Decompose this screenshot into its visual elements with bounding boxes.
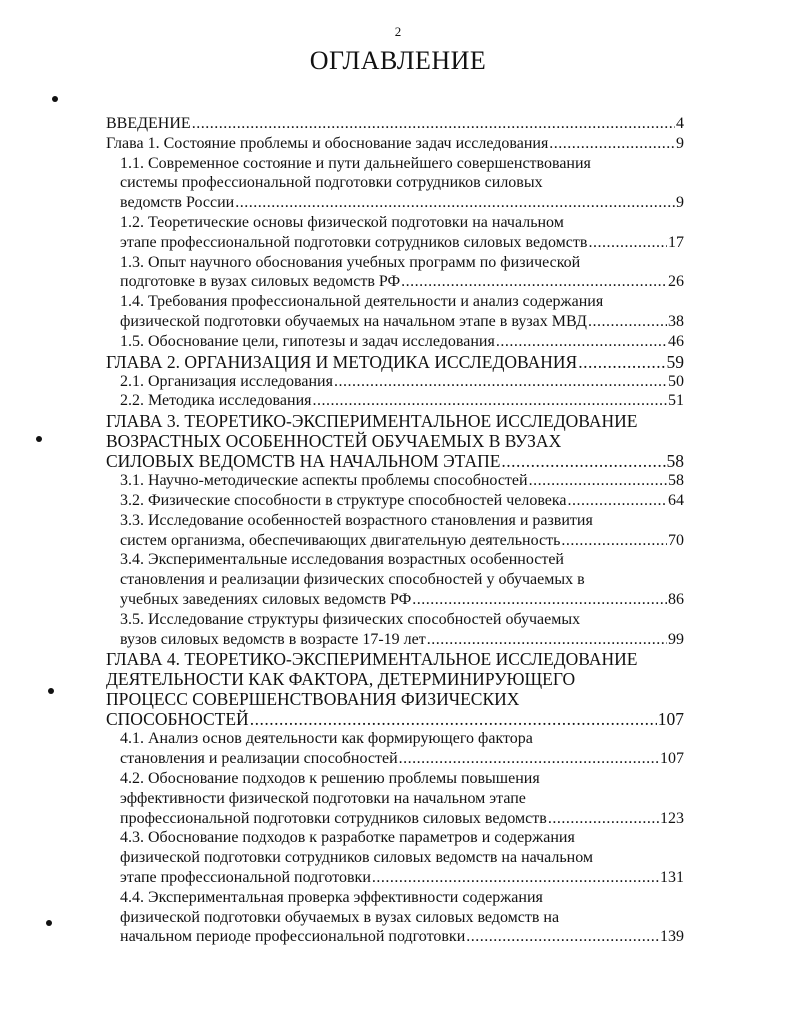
toc-page-number: 59 (666, 351, 684, 372)
toc-entry-text: систем организма, обеспечивающих двигательную деятельность (120, 531, 561, 549)
toc-chapter-entry (106, 352, 684, 372)
toc-entry (106, 511, 684, 551)
toc-entry (106, 114, 684, 134)
toc-entry-line (106, 352, 684, 372)
toc-entry-line (120, 590, 684, 610)
toc-entry-line: становления и реализации физических способностей у обучаемых в (120, 571, 585, 589)
binder-hole-mark (36, 436, 42, 442)
toc-entry-line: 3.5. Исследование структуры физических способностей обучаемых (120, 610, 581, 628)
toc-entry (106, 729, 684, 769)
toc-entry-text: 1.5. Обоснование цели, гипотезы и задач исследования (120, 332, 495, 350)
toc-entry-line (120, 491, 684, 511)
toc-entry-line: ГЛАВА 4. ТЕОРЕТИКО-ЭКСПЕРИМЕНТАЛЬНОЕ ИССЛЕДОВАНИЕ (106, 649, 638, 670)
dot-leader (427, 630, 667, 650)
toc-page-number: 139 (660, 928, 684, 946)
toc-entry-line (120, 233, 684, 253)
toc-entry-line: эффективности физической подготовки на начальном этапе (120, 789, 526, 807)
toc-entry-line: 4.1. Анализ основ деятельности как формирующего фактора (120, 730, 533, 748)
toc-entry-line: 4.4. Экспериментальная проверка эффективности содержания (120, 888, 543, 906)
dot-leader (588, 233, 667, 253)
toc-page-number: 86 (668, 590, 684, 608)
toc-entry-line (106, 114, 684, 134)
toc-entry (106, 391, 684, 411)
toc-page-number: 4 (676, 115, 684, 132)
binder-hole-mark (48, 688, 54, 694)
toc-page-number: 51 (668, 392, 684, 410)
dot-leader (466, 927, 659, 947)
toc-entry (106, 491, 684, 511)
toc-chapter-entry (106, 411, 684, 471)
dot-leader (588, 312, 667, 332)
toc-page-number: 107 (660, 750, 684, 768)
toc-entry (106, 888, 684, 947)
dot-leader (192, 114, 675, 134)
toc-entry-line (106, 134, 684, 154)
toc-page-number: 99 (668, 630, 684, 648)
dot-leader (529, 471, 667, 491)
toc-entry (106, 372, 684, 392)
toc-entry-line: ДЕЯТЕЛЬНОСТИ КАК ФАКТОРА, ДЕТЕРМИНИРУЮЩЕГО (106, 669, 576, 690)
toc-entry (106, 332, 684, 352)
toc-entry (106, 154, 684, 213)
toc-entry-text: вузов силовых ведомств в возрасте 17-19 лет (120, 630, 426, 648)
toc-entry-line: 3.3. Исследование особенностей возрастного становления и развития (120, 511, 593, 529)
dot-leader (549, 134, 675, 154)
toc-entry-line: физической подготовки обучаемых в вузах силовых ведомств на (120, 908, 560, 926)
toc-entry-line (120, 391, 684, 411)
toc-entry-text: 2.2. Методика исследования (120, 392, 312, 410)
toc-page-number: 9 (676, 134, 684, 152)
toc-page-number: 50 (668, 372, 684, 390)
dot-leader (334, 372, 667, 392)
toc-entry-line: 1.2. Теоретические основы физической подготовки на начальном (120, 213, 564, 231)
binder-hole-mark (52, 96, 58, 102)
toc-entry-text: ГЛАВА 2. ОРГАНИЗАЦИЯ И МЕТОДИКА ИССЛЕДОВАНИЯ (106, 351, 578, 372)
toc-entry (106, 610, 684, 650)
toc-entry (106, 471, 684, 491)
toc-page-number: 58 (666, 451, 684, 472)
binder-hole-mark (46, 920, 52, 926)
dot-leader (401, 272, 667, 292)
toc-page-number: 9 (676, 194, 684, 212)
toc-entry-text: физической подготовки обучаемых на начальном этапе в вузах МВД (120, 312, 587, 330)
dot-leader (312, 391, 667, 411)
toc-entry-text: Глава 1. Состояние проблемы и обоснование задач исследования (106, 134, 549, 152)
toc-entry-line (120, 809, 684, 829)
dot-leader (372, 868, 659, 888)
toc-chapter-entry (106, 649, 684, 729)
toc-page-number: 70 (668, 531, 684, 549)
toc-entry-text: профессиональной подготовки сотрудников силовых ведомств (120, 809, 547, 827)
toc-entry-line (106, 709, 684, 729)
toc-entry-line (120, 332, 684, 352)
toc-entry (106, 134, 684, 154)
dot-leader (578, 352, 665, 372)
toc-entry-line (120, 312, 684, 332)
dot-leader (561, 531, 667, 551)
toc-entry-text: 3.2. Физические способности в структуре способностей человека (120, 491, 567, 509)
dot-leader (501, 451, 665, 471)
toc-entry-line: 3.4. Экспериментальные исследования возрастных особенностей (120, 551, 564, 569)
toc-entry-line (120, 630, 684, 650)
toc-entry-text: начальном периоде профессиональной подготовки (120, 928, 466, 946)
toc-page-number: 46 (668, 332, 684, 350)
toc-entry (106, 213, 684, 253)
toc-entry-line: 4.2. Обоснование подходов к решению проблемы повышения (120, 769, 540, 787)
toc-entry-line (120, 372, 684, 392)
toc-entry-text: ведомств России (120, 194, 235, 212)
toc-entry (106, 828, 684, 887)
dot-leader (496, 332, 667, 352)
toc-entry-line (120, 749, 684, 769)
toc-entry-text: 3.1. Научно-методические аспекты проблемы способностей (120, 472, 528, 490)
toc-entry (106, 292, 684, 332)
toc-entry-line (106, 451, 684, 471)
dot-leader (548, 809, 659, 829)
toc-entry-line (120, 193, 684, 213)
toc-page-number: 131 (660, 868, 684, 886)
toc-entry-text: 2.1. Организация исследования (120, 372, 333, 390)
toc-page-number: 38 (668, 312, 684, 330)
toc-entry-text: ВВЕДЕНИЕ (106, 115, 191, 132)
dot-leader (235, 193, 675, 213)
dot-leader (568, 491, 667, 511)
dot-leader (399, 749, 659, 769)
toc-entry-line (120, 531, 684, 551)
toc-entry-text: этапе профессиональной подготовки сотрудников силовых ведомств (120, 233, 588, 251)
toc-entry-line: 4.3. Обоснование подходов к разработке параметров и содержания (120, 829, 575, 847)
toc-entry-line: ВОЗРАСТНЫХ ОСОБЕННОСТЕЙ ОБУЧАЕМЫХ В ВУЗАХ (106, 431, 562, 452)
toc-page-number: 64 (668, 491, 684, 509)
toc-entry-line: физической подготовки сотрудников силовых ведомств на начальном (120, 849, 594, 867)
toc-entry-text: подготовке в вузах силовых ведомств РФ (120, 273, 401, 291)
toc-entry-line (120, 471, 684, 491)
toc-entry-text: учебных заведениях силовых ведомств РФ (120, 590, 412, 608)
page-title: ОГЛАВЛЕНИЕ (309, 46, 487, 75)
page-number: 2 (394, 24, 402, 39)
toc-entry-line: ГЛАВА 3. ТЕОРЕТИКО-ЭКСПЕРИМЕНТАЛЬНОЕ ИССЛЕДОВАНИЕ (106, 411, 638, 432)
toc-entry (106, 253, 684, 293)
toc-entry-line: ПРОЦЕСС СОВЕРШЕНСТВОВАНИЯ ФИЗИЧЕСКИХ (106, 689, 520, 710)
toc-page-number: 17 (668, 233, 684, 251)
toc-entry-line (120, 272, 684, 292)
toc-entry (106, 769, 684, 828)
dot-leader (412, 590, 667, 610)
toc-entry-line (120, 927, 684, 947)
toc-entry-text: становления и реализации способностей (120, 750, 398, 768)
toc-page-number: 107 (657, 709, 684, 730)
toc-entry-line (120, 868, 684, 888)
table-of-contents (106, 114, 684, 947)
toc-entry-line: 1.3. Опыт научного обоснования учебных программ по физической (120, 253, 581, 271)
toc-page-number: 123 (660, 809, 684, 827)
dot-leader (250, 709, 657, 729)
toc-entry (106, 550, 684, 609)
toc-entry-text: СПОСОБНОСТЕЙ (106, 709, 249, 730)
toc-entry-line: системы профессиональной подготовки сотрудников силовых (120, 174, 543, 192)
toc-entry-text: этапе профессиональной подготовки (120, 868, 371, 886)
toc-page-number: 58 (668, 472, 684, 490)
toc-entry-text: СИЛОВЫХ ВЕДОМСТВ НА НАЧАЛЬНОМ ЭТАПЕ (106, 451, 501, 472)
toc-entry-line: 1.4. Требования профессиональной деятельности и анализ содержания (120, 293, 604, 311)
toc-page-number: 26 (668, 273, 684, 291)
toc-entry-line: 1.1. Современное состояние и пути дальнейшего совершенствования (120, 154, 591, 172)
